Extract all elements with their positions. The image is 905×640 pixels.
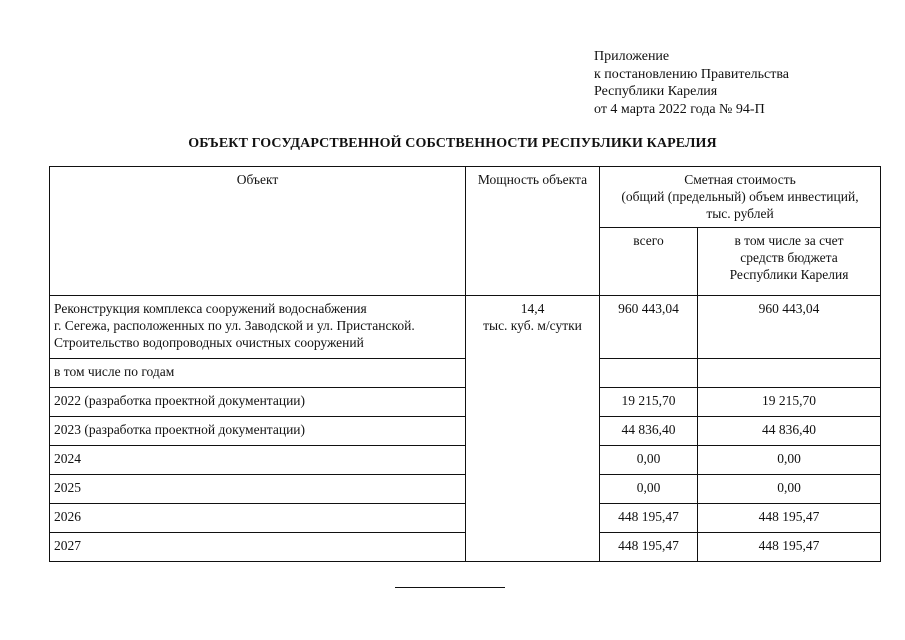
total-cell: 960 443,04	[600, 296, 698, 359]
header-total: всего	[600, 228, 698, 296]
appendix-line: Республики Карелия	[594, 84, 718, 99]
header-budget	[698, 228, 881, 296]
header-row	[50, 167, 881, 228]
appendix-header	[594, 48, 789, 118]
year-label: 2024	[50, 446, 466, 475]
budget-cell: 44 836,40	[698, 417, 881, 446]
appendix-line: к постановлению Правительства	[594, 66, 790, 82]
header-budget-line: Республики Карелия	[729, 267, 849, 282]
total-cell: 448 195,47	[600, 533, 698, 562]
header-capacity: Мощность объекта	[466, 167, 600, 296]
table-row	[50, 475, 881, 504]
budget-cell: 0,00	[698, 446, 881, 475]
budget-cell: 0,00	[698, 475, 881, 504]
by-years-label: в том числе по годам	[50, 359, 466, 388]
capacity-value: 14,4	[520, 301, 545, 316]
object-table	[49, 166, 881, 562]
table-row	[50, 359, 881, 388]
header-estimated-cost	[600, 167, 881, 228]
object-line: Строительство водопроводных очистных сооружений	[54, 335, 364, 350]
table-row	[50, 296, 881, 359]
object-description	[50, 296, 466, 359]
object-line: г. Сегежа, расположенных по ул. Заводской и ул. Пристанской.	[54, 318, 415, 333]
table-row	[50, 388, 881, 417]
budget-cell: 448 195,47	[698, 504, 881, 533]
budget-cell	[698, 359, 881, 388]
total-cell: 19 215,70	[600, 388, 698, 417]
year-label: 2025	[50, 475, 466, 504]
footer-divider	[395, 587, 505, 588]
budget-cell: 960 443,04	[698, 296, 881, 359]
header-cost-line: Сметная стоимость	[684, 172, 796, 187]
year-label: 2026	[50, 504, 466, 533]
table-row	[50, 533, 881, 562]
header-cost-line: (общий (предельный) объем инвестиций,	[621, 189, 859, 204]
header-cost-line: тыс. рублей	[706, 206, 774, 221]
capacity-cell	[466, 296, 600, 562]
header-budget-line: в том числе за счет	[734, 233, 844, 248]
total-cell: 44 836,40	[600, 417, 698, 446]
object-line: Реконструкция комплекса сооружений водоснабжения	[54, 301, 367, 316]
appendix-line: от 4 марта 2022 года № 94-П	[594, 101, 765, 117]
budget-cell: 448 195,47	[698, 533, 881, 562]
header-budget-line: средств бюджета	[740, 250, 838, 265]
total-cell: 0,00	[600, 475, 698, 504]
total-cell: 0,00	[600, 446, 698, 475]
capacity-unit: тыс. куб. м/сутки	[483, 318, 582, 333]
total-cell: 448 195,47	[600, 504, 698, 533]
appendix-line: Приложение	[594, 49, 670, 64]
year-label: 2023 (разработка проектной документации)	[50, 417, 466, 446]
table-row	[50, 417, 881, 446]
budget-cell: 19 215,70	[698, 388, 881, 417]
table-row	[50, 504, 881, 533]
table-row	[50, 446, 881, 475]
total-cell	[600, 359, 698, 388]
year-label: 2022 (разработка проектной документации)	[50, 388, 466, 417]
document-title: ОБЪЕКТ ГОСУДАРСТВЕННОЙ СОБСТВЕННОСТИ РЕСПУБЛИКИ КАРЕЛИЯ	[188, 136, 717, 151]
header-object: Объект	[50, 167, 466, 296]
year-label: 2027	[50, 533, 466, 562]
